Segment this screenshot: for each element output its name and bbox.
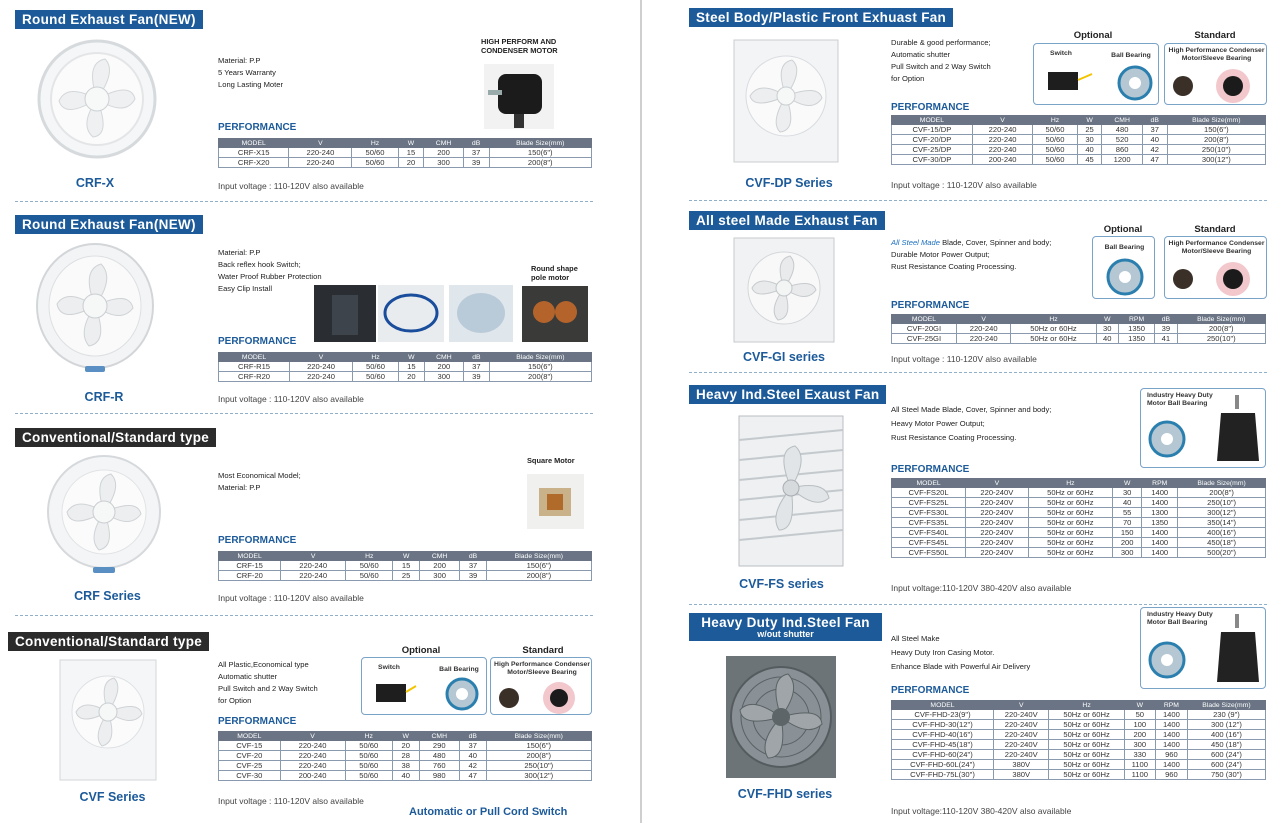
table-row: CVF-20 220-240 50/60 28 480 40 200(8") — [219, 751, 592, 761]
product-label: CVF Series — [79, 790, 146, 804]
product-label: CRF Series — [74, 589, 141, 603]
section-separator — [689, 604, 1267, 605]
product-description: Most Economical Model; Material: P.P — [218, 471, 301, 492]
spec-table: MODEL V Hz W RPM Blade Size(mm) CVF-FS20L 220-240V 50Hz or 60Hz 30 1400 200(8") CVF-FS25L 220-240V 50Hz or 60Hz 40 1400 250(10") CVF-FS30L 220-240V 50Hz or 60Hz 55 1300 300(12") CVF-FS35L 220-240V 50Hz or 60Hz 70 1350 350(14") CVF-FS40L 220-240V 50Hz or 60Hz 150 1400 400(16") CVF-FS45L 220-240V 50Hz or 60Hz 200 1400 450(18") CVF-FS50L 220-240V 50Hz or 60Hz 300 1400 500(20") — [891, 478, 1266, 558]
table-row: CVF-FHD-75L(30") 380V 50Hz or 60Hz 1100 960 750 (30") — [892, 770, 1266, 780]
optional-parts-box: Switch Ball Bearing — [361, 657, 487, 715]
table-row: CVF-FHD-23(9") 220-240V 50Hz or 60Hz 50 1400 230 (9") — [892, 710, 1266, 720]
section-title: Conventional/Standard type — [8, 632, 209, 651]
section-separator — [689, 200, 1267, 201]
standard-parts-box: High Performance Condenser Motor/Sleeve Bearing — [1164, 43, 1267, 105]
performance-label: PERFORMANCE — [218, 122, 297, 133]
table-row: CVF-FHD-60(24") 220-240V 50Hz or 60Hz 330 960 600 (24") — [892, 750, 1266, 760]
standard-parts-box: High Performance Condenser Motor/Sleeve Bearing — [490, 657, 592, 715]
table-row: CRF-R20 220-240 50/60 20 300 39 200(8") — [219, 372, 592, 382]
table-row: CVF-15 220-240 50/60 20 290 37 150(6") — [219, 741, 592, 751]
product-description: Material: P.P Back reflex hook Switch; Water Proof Rubber Protection Easy Clip Install — [218, 248, 322, 293]
input-voltage-note: Input voltage : 110-120V also available — [218, 181, 364, 191]
section-subtitle: w/out shutter — [757, 629, 814, 639]
section-title: Conventional/Standard type — [15, 428, 216, 447]
spec-table: MODEL V Hz W CMH dB Blade Size(mm) CRF-15 220-240 50/60 15 200 37 150(6") CRF-20 220-240 50/60 25 300 39 200(8") — [218, 551, 592, 581]
table-row: CVF-FHD-45(18") 220-240V 50Hz or 60Hz 300 1400 450 (18") — [892, 740, 1266, 750]
spec-table: MODEL V Hz W CMH dB Blade Size(mm) CRF-R15 220-240 50/60 15 200 37 150(6") CRF-R20 220-240 50/60 20 300 39 200(8") — [218, 352, 592, 382]
input-voltage-note: Input voltage : 110-120V also available — [218, 593, 364, 603]
round-fan-image — [35, 37, 160, 162]
standard-heading: Standard — [1194, 30, 1236, 41]
optional-parts-box: Ball Bearing — [1092, 236, 1155, 299]
clip-photo — [449, 285, 513, 342]
motor-parts-box: Industry Heavy Duty Motor Ball Bearing — [1140, 388, 1266, 468]
steel-fan-image — [735, 410, 847, 572]
section-separator — [15, 201, 593, 202]
optional-heading: Optional — [401, 645, 441, 656]
input-voltage-note: Input voltage : 110-120V also available — [891, 354, 1037, 364]
spec-table: MODEL V Hz W CMH dB Blade Size(mm) CRF-X15 220-240 50/60 15 200 37 150(6") CRF-X20 220-240 50/60 20 300 39 200(8") — [218, 138, 592, 168]
product-label: CRF-R — [84, 390, 124, 404]
table-row: CVF-FS45L 220-240V 50Hz or 60Hz 200 1400 450(18") — [892, 538, 1266, 548]
section-title: Steel Body/Plastic Front Exhuast Fan — [689, 8, 953, 27]
rubber-seal-photo — [378, 285, 444, 342]
optional-parts-box: Switch Ball Bearing — [1033, 43, 1159, 105]
optional-heading: Optional — [1073, 30, 1113, 41]
performance-label: PERFORMANCE — [218, 716, 297, 727]
table-row: CVF-FHD-60L(24") 380V 50Hz or 60Hz 1100 1400 600 (24") — [892, 760, 1266, 770]
table-row: CRF-20 220-240 50/60 25 300 39 200(8") — [219, 571, 592, 581]
table-row: CRF-R15 220-240 50/60 15 200 37 150(6") — [219, 362, 592, 372]
motor-image — [1215, 614, 1261, 686]
input-voltage-note: Input voltage:110-120V 380-420V also available — [891, 806, 1072, 816]
spec-table: MODEL V Hz W CMH dB Blade Size(mm) CVF-15/DP 220-240 50/60 25 480 37 150(6") CVF-20/DP 220-240 50/60 30 520 40 200(8") CVF-25/DP 220-240 50/60 40 860 42 250(10") CVF-30/DP 200-240 50/60 45 1200 47 300(12") — [891, 115, 1266, 165]
switch-photo — [368, 676, 418, 712]
spec-table: MODEL V Hz W RPM Blade Size(mm) CVF-FHD-23(9") 220-240V 50Hz or 60Hz 50 1400 230 (9") CVF-FHD-30(12") 220-240V 50Hz or 60Hz 100 1400 300 (12") CVF-FHD-40(16") 220-240V 50Hz or 60Hz 200 1400 400 (16") CVF-FHD-45(18") 220-240V 50Hz or 60Hz 300 1400 450 (18") CVF-FHD-60(24") 220-240V 50Hz or 60Hz 330 960 600 (24") CVF-FHD-60L(24") 380V 50Hz or 60Hz 1100 1400 600 (24") CVF-FHD-75L(30") 380V 50Hz or 60Hz 1100 960 750 (30") — [891, 700, 1266, 780]
motor-image — [1169, 261, 1265, 297]
standard-parts-box: High Performance Condenser Motor/Sleeve Bearing — [1164, 236, 1267, 299]
round-fan-image — [45, 452, 163, 577]
performance-label: PERFORMANCE — [891, 464, 970, 475]
ball-bearing-icon — [1105, 257, 1145, 297]
motor-image — [1215, 395, 1261, 465]
section-separator — [689, 372, 1267, 373]
square-fan-image — [732, 236, 836, 344]
switch-footer-note: Automatic or Pull Cord Switch — [409, 806, 568, 818]
performance-label: PERFORMANCE — [218, 535, 297, 546]
product-label: CVF-DP Series — [745, 176, 833, 190]
table-row: CVF-25/DP 220-240 50/60 40 860 42 250(10") — [892, 145, 1266, 155]
performance-label: PERFORMANCE — [218, 336, 297, 347]
table-row: CVF-FHD-30(12") 220-240V 50Hz or 60Hz 100 1400 300 (12") — [892, 720, 1266, 730]
performance-label: PERFORMANCE — [891, 300, 970, 311]
table-row: CVF-FHD-40(16") 220-240V 50Hz or 60Hz 200 1400 400 (16") — [892, 730, 1266, 740]
motor-image — [522, 286, 588, 342]
table-row: CVF-20GI 220-240 50Hz or 60Hz 30 1350 39 200(8") — [892, 324, 1266, 334]
table-row: CVF-FS40L 220-240V 50Hz or 60Hz 150 1400 400(16") — [892, 528, 1266, 538]
optional-heading: Optional — [1103, 224, 1143, 235]
ball-bearing-icon — [1116, 64, 1154, 102]
table-row: CVF-FS50L 220-240V 50Hz or 60Hz 300 1400 500(20") — [892, 548, 1266, 558]
product-description: All Steel Make Heavy Duty Iron Casing Motor. Enhance Blade with Powerful Air Delivery — [891, 634, 1031, 671]
switch-photo — [1038, 62, 1094, 102]
product-label: CVF-FHD series — [737, 787, 833, 801]
section-title: Round Exhaust Fan(NEW) — [15, 10, 203, 29]
table-row: CRF-15 220-240 50/60 15 200 37 150(6") — [219, 561, 592, 571]
table-row: CVF-25 220-240 50/60 38 760 42 250(10") — [219, 761, 592, 771]
square-fan-image — [732, 38, 840, 164]
product-label: CVF-GI series — [743, 350, 825, 364]
input-voltage-note: Input voltage:110-120V 380-420V also available — [891, 583, 1072, 593]
table-row: CVF-30 200-240 50/60 40 980 47 300(12") — [219, 771, 592, 781]
section-separator — [15, 413, 593, 414]
section-separator — [15, 615, 593, 616]
standard-heading: Standard — [1194, 224, 1236, 235]
motor-caption: HIGH PERFORM AND CONDENSER MOTOR — [481, 37, 558, 55]
motor-parts-box: Industry Heavy Duty Motor Ball Bearing — [1140, 607, 1266, 689]
motor-caption: Round shape pole motor — [531, 264, 578, 282]
table-row: CVF-20/DP 220-240 50/60 30 520 40 200(8") — [892, 135, 1266, 145]
table-row: CVF-15/DP 220-240 50/60 25 480 37 150(6") — [892, 125, 1266, 135]
product-description: Durable & good performance; Automatic shutter Pull Switch and 2 Way Switch for Option — [891, 38, 991, 83]
performance-label: PERFORMANCE — [891, 102, 970, 113]
table-row: CVF-FS35L 220-240V 50Hz or 60Hz 70 1350 350(14") — [892, 518, 1266, 528]
product-description: All Plastic,Economical type Automatic shutter Pull Switch and 2 Way Switch for Option — [218, 660, 318, 705]
table-row: CVF-FS30L 220-240V 50Hz or 60Hz 55 1300 300(12") — [892, 508, 1266, 518]
motor-image — [527, 474, 584, 529]
center-divider — [640, 0, 642, 823]
section-title-block — [689, 613, 882, 641]
table-row: CVF-25GI 220-240 50Hz or 60Hz 40 1350 41 250(10") — [892, 334, 1266, 344]
motor-image — [484, 64, 554, 129]
switch-photo — [314, 285, 376, 342]
motor-caption: Square Motor — [527, 456, 575, 465]
motor-image — [1169, 68, 1265, 104]
standard-heading: Standard — [522, 645, 564, 656]
ball-bearing-icon — [1147, 640, 1187, 680]
table-row: CVF-30/DP 200-240 50/60 45 1200 47 300(12") — [892, 155, 1266, 165]
product-description: Material: P.P 5 Years Warranty Long Lasting Moter — [218, 56, 284, 89]
table-row: CVF-FS25L 220-240V 50Hz or 60Hz 40 1400 250(10") — [892, 498, 1266, 508]
ball-bearing-icon — [1147, 419, 1187, 459]
spec-table: MODEL V Hz W RPM dB Blade Size(mm) CVF-20GI 220-240 50Hz or 60Hz 30 1350 39 200(8") CVF-25GI 220-240 50Hz or 60Hz 40 1350 41 250(10") — [891, 314, 1266, 344]
input-voltage-note: Input voltage : 110-120V also available — [891, 180, 1037, 190]
steel-fan-image — [722, 652, 840, 782]
product-label: CRF-X — [75, 176, 115, 190]
table-row: CRF-X20 220-240 50/60 20 300 39 200(8") — [219, 158, 592, 168]
section-title: Round Exhaust Fan(NEW) — [15, 215, 203, 234]
table-row: CVF-FS20L 220-240V 50Hz or 60Hz 30 1400 200(8") — [892, 488, 1266, 498]
motor-image — [495, 682, 591, 714]
table-row: CRF-X15 220-240 50/60 15 200 37 150(6") — [219, 148, 592, 158]
section-title: Heavy Duty Ind.Steel Fan — [701, 615, 870, 630]
spec-table: MODEL V Hz W CMH dB Blade Size(mm) CVF-15 220-240 50/60 20 290 37 150(6") CVF-20 220-240 50/60 28 480 40 200(8") CVF-25 220-240 50/60 38 760 42 250(10") CVF-30 200-240 50/60 40 980 47 300(12") — [218, 731, 592, 781]
input-voltage-note: Input voltage : 110-120V also available — [218, 796, 364, 806]
product-description: All Steel Made Blade, Cover, Spinner and body; Heavy Motor Power Output; Rust Resistance Coating Processing. — [891, 405, 1052, 442]
input-voltage-note: Input voltage : 110-120V also available — [218, 394, 364, 404]
section-title: All steel Made Exhaust Fan — [689, 211, 885, 230]
product-description: All Steel Made Blade, Cover, Spinner and body; Durable Motor Power Output; Rust Resistance Coating Processing. — [891, 238, 1052, 271]
square-fan-image — [58, 658, 158, 783]
product-label: CVF-FS series — [739, 577, 824, 591]
section-title: Heavy Ind.Steel Exaust Fan — [689, 385, 886, 404]
ball-bearing-icon — [444, 676, 480, 712]
round-fan-image — [35, 242, 155, 377]
performance-label: PERFORMANCE — [891, 685, 970, 696]
